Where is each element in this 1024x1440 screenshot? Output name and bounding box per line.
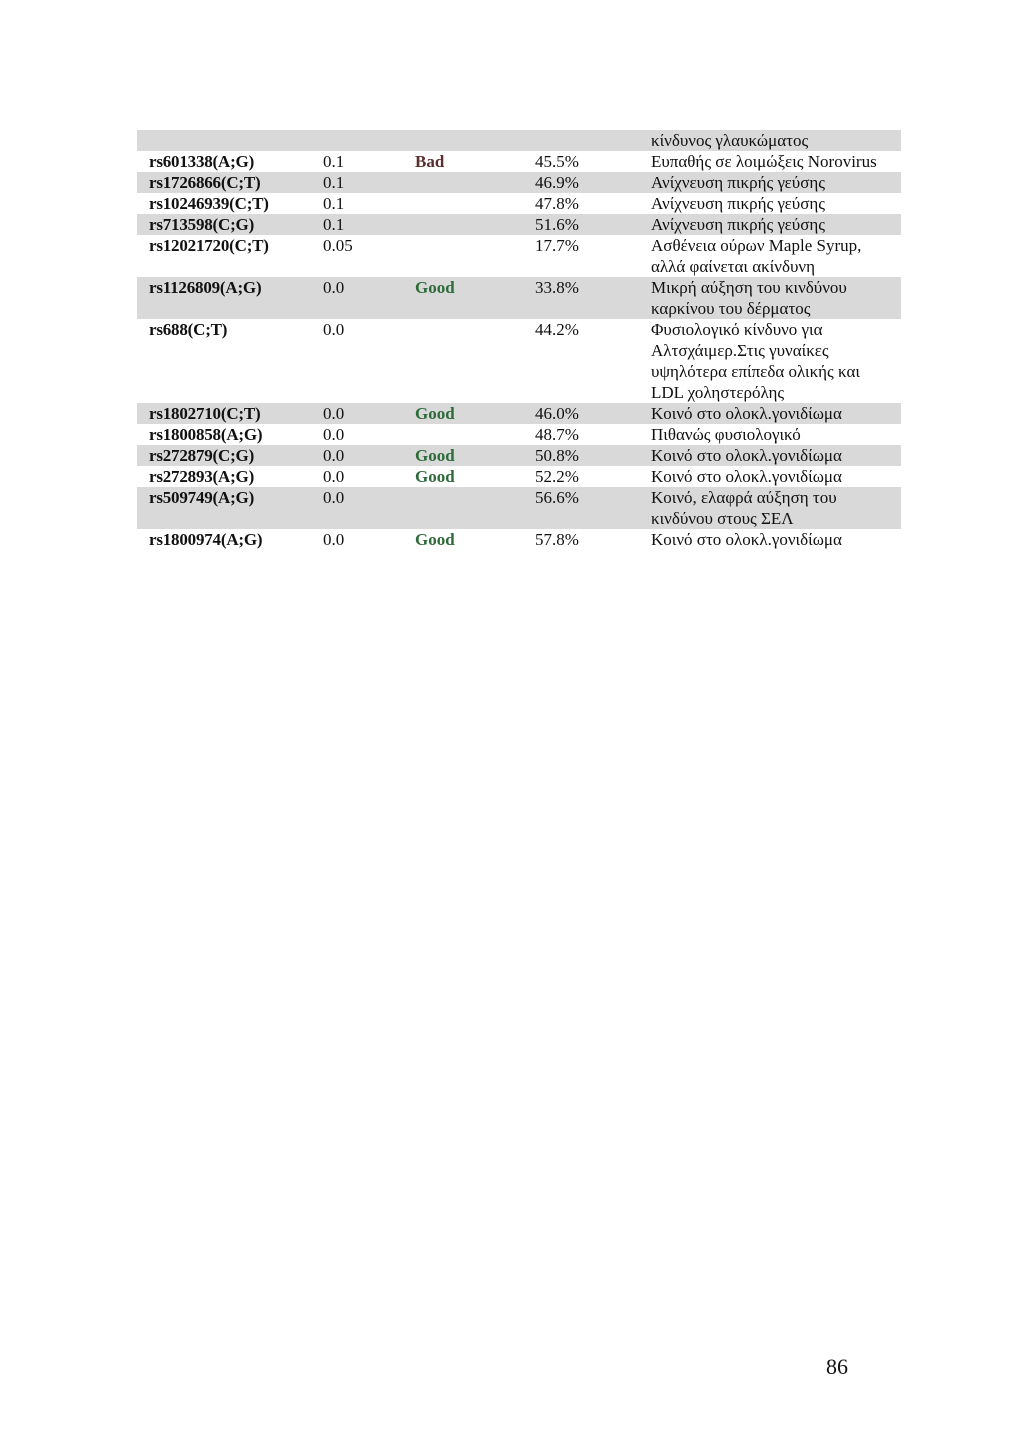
- magnitude-cell: [323, 130, 415, 151]
- effect-cell: Ανίχνευση πικρής γεύσης: [651, 193, 901, 214]
- frequency-cell: 47.8%: [535, 193, 651, 214]
- table-row: [137, 319, 901, 403]
- repute-cell: Good: [415, 466, 535, 487]
- magnitude-cell: 0.0: [323, 487, 415, 529]
- table-row: [137, 445, 901, 466]
- repute-cell: [415, 235, 535, 277]
- frequency-cell: 33.8%: [535, 277, 651, 319]
- repute-cell: Good: [415, 445, 535, 466]
- repute-cell: [415, 424, 535, 445]
- table-row-leading: [137, 130, 901, 151]
- table-row: [137, 466, 901, 487]
- magnitude-cell: 0.0: [323, 424, 415, 445]
- magnitude-cell: 0.0: [323, 466, 415, 487]
- frequency-cell: 57.8%: [535, 529, 651, 550]
- table-row: [137, 277, 901, 319]
- repute-cell: Good: [415, 529, 535, 550]
- repute-cell: [415, 172, 535, 193]
- frequency-cell: 46.0%: [535, 403, 651, 424]
- table-row: [137, 172, 901, 193]
- effect-cell: Πιθανώς φυσιολογικό: [651, 424, 901, 445]
- frequency-cell: 44.2%: [535, 319, 651, 403]
- magnitude-cell: 0.1: [323, 151, 415, 172]
- effect-cell: Κοινό στο ολοκλ.γονιδίωμα: [651, 403, 901, 424]
- table-row: [137, 193, 901, 214]
- effect-cell: Ανίχνευση πικρής γεύσης: [651, 214, 901, 235]
- magnitude-cell: 0.0: [323, 277, 415, 319]
- table-row: [137, 151, 901, 172]
- table-row: [137, 487, 901, 529]
- frequency-cell: 56.6%: [535, 487, 651, 529]
- frequency-cell: 45.5%: [535, 151, 651, 172]
- effect-cell: Κοινό στο ολοκλ.γονιδίωμα: [651, 445, 901, 466]
- magnitude-cell: 0.0: [323, 403, 415, 424]
- effect-cell: Φυσιολογικό κίνδυνο για Αλτσχάιμερ.Στις γυναίκες υψηλότερα επίπεδα ολικής και LDL χοληστερόλης: [651, 319, 901, 403]
- frequency-cell: 46.9%: [535, 172, 651, 193]
- repute-cell: Good: [415, 277, 535, 319]
- snp-table: [137, 130, 901, 550]
- repute-cell: Bad: [415, 151, 535, 172]
- frequency-cell: 50.8%: [535, 445, 651, 466]
- snp-cell: rs688(C;T): [137, 319, 323, 403]
- repute-cell: [415, 193, 535, 214]
- table-row: [137, 235, 901, 277]
- table-row: [137, 529, 901, 550]
- snp-cell: rs1802710(C;T): [137, 403, 323, 424]
- effect-cell: Ανίχνευση πικρής γεύσης: [651, 172, 901, 193]
- snp-cell: rs1126809(A;G): [137, 277, 323, 319]
- snp-cell: rs1800858(A;G): [137, 424, 323, 445]
- magnitude-cell: 0.0: [323, 529, 415, 550]
- effect-cell: Κοινό στο ολοκλ.γονιδίωμα: [651, 466, 901, 487]
- snp-cell: rs1726866(C;T): [137, 172, 323, 193]
- table-row: [137, 424, 901, 445]
- magnitude-cell: 0.1: [323, 193, 415, 214]
- effect-cell: Κοινό, ελαφρά αύξηση του κινδύνου στους ΣΕΛ: [651, 487, 901, 529]
- snp-cell: rs713598(C;G): [137, 214, 323, 235]
- snp-cell: rs1800974(A;G): [137, 529, 323, 550]
- snp-cell: rs272893(A;G): [137, 466, 323, 487]
- repute-cell: Good: [415, 403, 535, 424]
- snp-cell: rs12021720(C;T): [137, 235, 323, 277]
- frequency-cell: 48.7%: [535, 424, 651, 445]
- effect-cell: Κοινό στο ολοκλ.γονιδίωμα: [651, 529, 901, 550]
- frequency-cell: 17.7%: [535, 235, 651, 277]
- frequency-cell: [535, 130, 651, 151]
- repute-cell: [415, 214, 535, 235]
- repute-cell: [415, 319, 535, 403]
- snp-cell: [137, 130, 323, 151]
- snp-cell: rs509749(A;G): [137, 487, 323, 529]
- table-row: [137, 214, 901, 235]
- snp-cell: rs601338(A;G): [137, 151, 323, 172]
- magnitude-cell: 0.0: [323, 319, 415, 403]
- page-number: 86: [826, 1354, 848, 1379]
- magnitude-cell: 0.1: [323, 214, 415, 235]
- effect-cell: κίνδυνος γλαυκώματος: [651, 130, 901, 151]
- effect-cell: Ασθένεια ούρων Maple Syrup, αλλά φαίνεται ακίνδυνη: [651, 235, 901, 277]
- effect-cell: Μικρή αύξηση του κινδύνου καρκίνου του δέρματος: [651, 277, 901, 319]
- magnitude-cell: 0.1: [323, 172, 415, 193]
- repute-cell: [415, 130, 535, 151]
- magnitude-cell: 0.05: [323, 235, 415, 277]
- table-row: [137, 403, 901, 424]
- snp-cell: rs10246939(C;T): [137, 193, 323, 214]
- effect-cell: Ευπαθής σε λοιμώξεις Norovirus: [651, 151, 901, 172]
- repute-cell: [415, 487, 535, 529]
- frequency-cell: 52.2%: [535, 466, 651, 487]
- magnitude-cell: 0.0: [323, 445, 415, 466]
- frequency-cell: 51.6%: [535, 214, 651, 235]
- snp-cell: rs272879(C;G): [137, 445, 323, 466]
